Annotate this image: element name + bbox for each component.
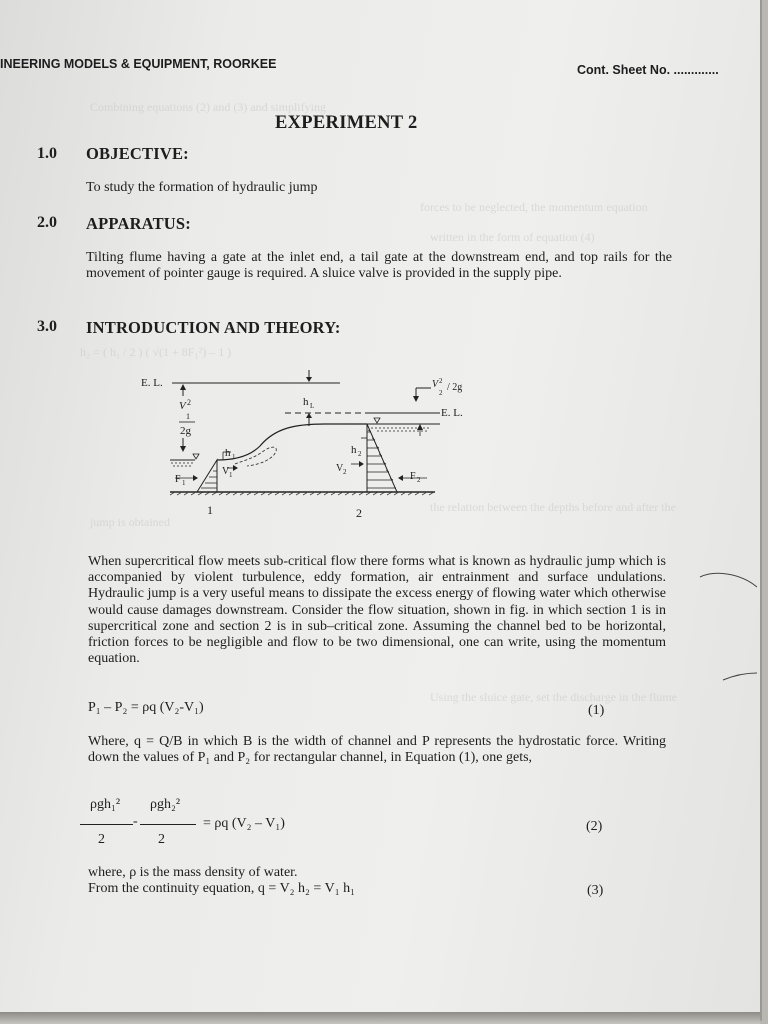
- label-section-1: 1: [207, 503, 213, 517]
- equation-3-number: (3): [587, 883, 604, 898]
- label-v1-head-den: 2g: [180, 425, 191, 437]
- density-note: where, ρ is the mass density of water.: [88, 865, 298, 880]
- section-number-apparatus: 2.0: [37, 214, 57, 231]
- jump-water-profile: [217, 424, 367, 460]
- equation-1-number: (1): [588, 703, 605, 718]
- svg-text:/ 2g: / 2g: [447, 382, 463, 393]
- header-organization: INEERING MODELS & EQUIPMENT, ROORKEE: [0, 57, 277, 71]
- document-page: Combining equations (2) and (3) and simplifying forces to be neglected, the momentum equation written in the form of equation (4) h₂ = ( h₁ / 2 ) ( √(1 + 8F₁²) – 1 ) the relation between the depths before and after the jump is obtained Using the sluice gate, set the discharge in the flume INEERING MODELS & EQUIPMENT, ROORKEE Cont. Sheet No. ............. EXPERIMENT 2 1.0 OBJECTIVE: To study the formation of hydraulic jump 2.0 APPARATUS: Tilting flume having a gate at the inlet end, a tail gate at the downstream end, and top rails for the movement of pointer gauge is required. A sluice valve is provided in the supply pipe. 3.0 INTRODUCTION AND THEORY: E. L. E. L. V 2 1 2g V 2 2 / 2g h L h 1 h 2 V 1 V 2 F 1 F 2 1 2 When supercritical flow meets sub-critical flow there forms what is known as hydraulic jump which is accompanied by violent turbulence, eddy formation, air entrainment and surface undulations. Hydraulic jump is a very useful means to dissipate the excess energy of flowing water which otherwise would cause damages downstream. Consider the flow situation, shown in fig. in which section 1 is in supercritical zone and section 2 is in sub–critical zone. Assuming the channel bed to be horizontal, friction forces to be negligible and flow to be two dimensional, one can write, using the momentum equation. P₁ – P₂ = ρq (V₂-V₁) (1) Where, q = Q/B in which B is the width of channel and P represents the hydrostatic force. Writing down the values of P₁ and P₂ for rectangular channel, in Equation (1), one gets, ρgh₁² ρgh₂² - = ρq (V₂ – V₁) 2 2 (2) where, ρ is the mass density of water. From the continuity equation, q = V₂ h₂ = V₁ h₁ (3): [0, 0, 762, 1021]
- svg-text:2: 2: [358, 450, 362, 458]
- section-title-apparatus: APPARATUS:: [86, 214, 191, 233]
- section-number-introduction: 3.0: [37, 318, 57, 335]
- label-section-2: 2: [356, 506, 362, 518]
- continuity-equation: From the continuity equation, q = V₂ h₂ = V₁ h₁: [88, 881, 355, 896]
- label-h1: h: [225, 447, 231, 459]
- label-f2: F: [410, 471, 416, 482]
- equation-2-fraction-bar-2: [140, 824, 196, 825]
- label-el-right: E. L.: [441, 407, 463, 419]
- svg-text:1: 1: [182, 479, 186, 487]
- equation-2-rhs: = ρq (V₂ – V₁): [203, 816, 285, 831]
- equation-2-denominator-1: 2: [98, 832, 105, 847]
- equation-2-numerator-2: ρgh₂²: [150, 797, 181, 812]
- page-shadow: [0, 1012, 760, 1024]
- label-v2-head: V: [432, 379, 439, 390]
- header-sheet-number: Cont. Sheet No. .............: [577, 63, 719, 77]
- svg-text:2: 2: [417, 476, 421, 484]
- section-title-objective: OBJECTIVE:: [86, 144, 189, 163]
- svg-text:1: 1: [229, 471, 233, 479]
- section-number-objective: 1.0: [37, 145, 57, 162]
- svg-text:1: 1: [186, 412, 190, 421]
- svg-text:2: 2: [187, 398, 191, 407]
- equation-1: P₁ – P₂ = ρq (V₂-V₁): [88, 700, 204, 715]
- label-v2: V: [336, 463, 344, 474]
- label-v1-head-num: V: [179, 400, 186, 412]
- label-h2: h: [351, 444, 357, 456]
- section-title-introduction: INTRODUCTION AND THEORY:: [86, 318, 341, 337]
- equation-2-denominator-2: 2: [158, 832, 165, 847]
- equation-2-fraction-bar-1: [80, 824, 133, 825]
- svg-text:2: 2: [439, 389, 443, 397]
- hydraulic-jump-figure: [135, 368, 465, 518]
- equation-2-number: (2): [586, 819, 603, 834]
- equation-2-numerator-1: ρgh₁²: [90, 797, 121, 812]
- label-el-left: E. L.: [141, 377, 163, 389]
- label-f1: F: [175, 474, 181, 485]
- svg-text:2: 2: [439, 377, 443, 385]
- objective-text: To study the formation of hydraulic jump: [86, 180, 318, 195]
- page-title: EXPERIMENT 2: [275, 113, 418, 133]
- svg-text:1: 1: [232, 453, 236, 461]
- label-v1: V: [222, 466, 230, 477]
- equation-2-minus: -: [133, 814, 138, 829]
- theory-paragraph: When supercritical flow meets sub-critical flow there forms what is known as hydraulic jump which is accompanied by violent turbulence, eddy formation, air entrainment and surface undulations. Hydraulic jump is a very useful means to dissipate the excess energy of flowing water which otherwise would cause damages downstream. Consider the flow situation, shown in fig. in which section 1 is in supercritical zone and section 2 is in sub–critical zone. Assuming the channel bed to be horizontal, friction forces to be negligible and flow to be two dimensional, one can write, using the momentum equation.: [88, 554, 666, 667]
- svg-text:2: 2: [343, 468, 347, 476]
- equation-1-explanation: Where, q = Q/B in which B is the width of channel and P represents the hydrostatic force. Writing down the values of P₁ and P₂ for rectangular channel, in Equation (1), one gets,: [88, 734, 666, 766]
- pen-mark-margin: [695, 565, 760, 690]
- svg-text:L: L: [310, 402, 315, 410]
- label-hl: h: [303, 396, 309, 408]
- apparatus-text: Tilting flume having a gate at the inlet end, a tail gate at the downstream end, and top rails for the movement of pointer gauge is required. A sluice valve is provided in the supply pipe.: [86, 250, 672, 282]
